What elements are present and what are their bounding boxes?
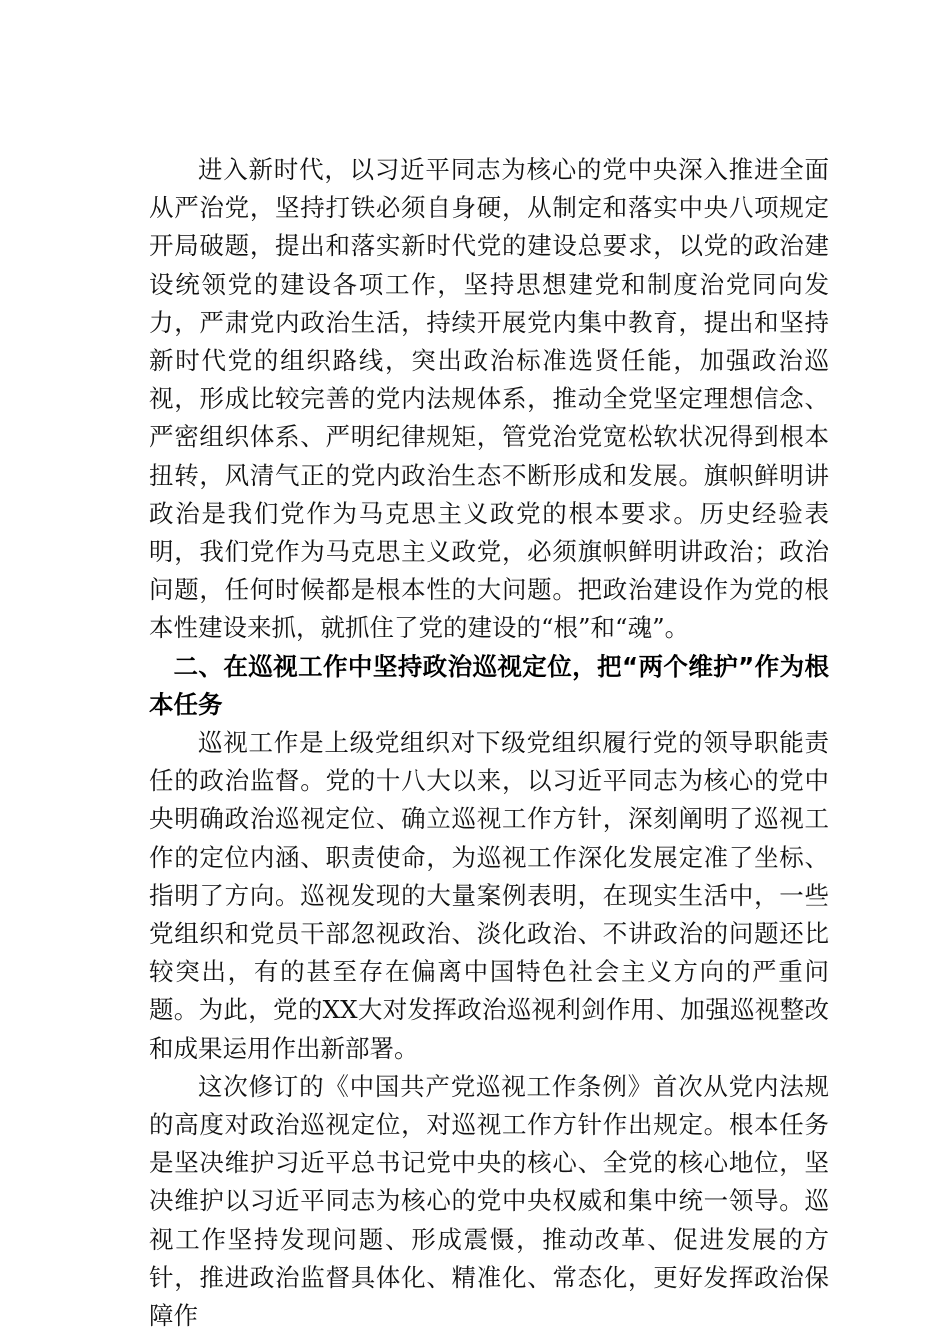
paragraph-regulation-revision: 这次修订的《中国共产党巡视工作条例》首次从党内法规的高度对政治巡视定位，对巡视工作方针作出规定。根本任务是坚决维护习近平总书记党中央的核心、全党的核心地位，坚决维护以习近平同志为核心的党中央权威和集中统一领导。巡视工作坚持发现问题、形成震慑，推动改革、促进发展的方针，推进政治监督具体化、精准化、常态化，更好发挥政治保障作 bbox=[149, 1071, 829, 1331]
document-body bbox=[149, 151, 829, 1335]
paragraph-inspection-work: 巡视工作是上级党组织对下级党组织履行党的领导职能责任的政治监督。党的十八大以来，以习近平同志为核心的党中央明确政治巡视定位、确立巡视工作方针，深刻阐明了巡视工作的定位内涵、职责使命，为巡视工作深化发展定准了坐标、指明了方向。巡视发现的大量案例表明，在现实生活中，一些党组织和党员干部忽视政治、淡化政治、不讲政治的问题还比较突出，有的甚至存在偏离中国特色社会主义方向的严重问题。为此，党的XX大对发挥政治巡视利剑作用、加强巡视整改和成果运用作出新部署。 bbox=[149, 728, 829, 1063]
section-heading-two: 二、在巡视工作中坚持政治巡视定位，把“两个维护”作为根本任务 bbox=[149, 651, 829, 719]
paragraph-new-era: 进入新时代，以习近平同志为核心的党中央深入推进全面从严治党，坚持打铁必须自身硬，从制定和落实中央八项规定开局破题，提出和落实新时代党的建设总要求，以党的政治建设统领党的建设各项工作，坚持思想建党和制度治党同向发力，严肃党内政治生活，持续开展党内集中教育，提出和坚持新时代党的组织路线，突出政治标准选贤任能，加强政治巡视，形成比较完善的党内法规体系，推动全党坚定理想信念、严密组织体系、严明纪律规矩，管党治党宽松软状况得到根本扭转，风清气正的党内政治生态不断形成和发展。旗帜鲜明讲政治是我们党作为马克思主义政党的根本要求。历史经验表明，我们党作为马克思主义政党，必须旗帜鲜明讲政治；政治问题，任何时候都是根本性的大问题。把政治建设作为党的根本性建设来抓，就抓住了党的建设的“根”和“魂”。 bbox=[149, 155, 829, 643]
